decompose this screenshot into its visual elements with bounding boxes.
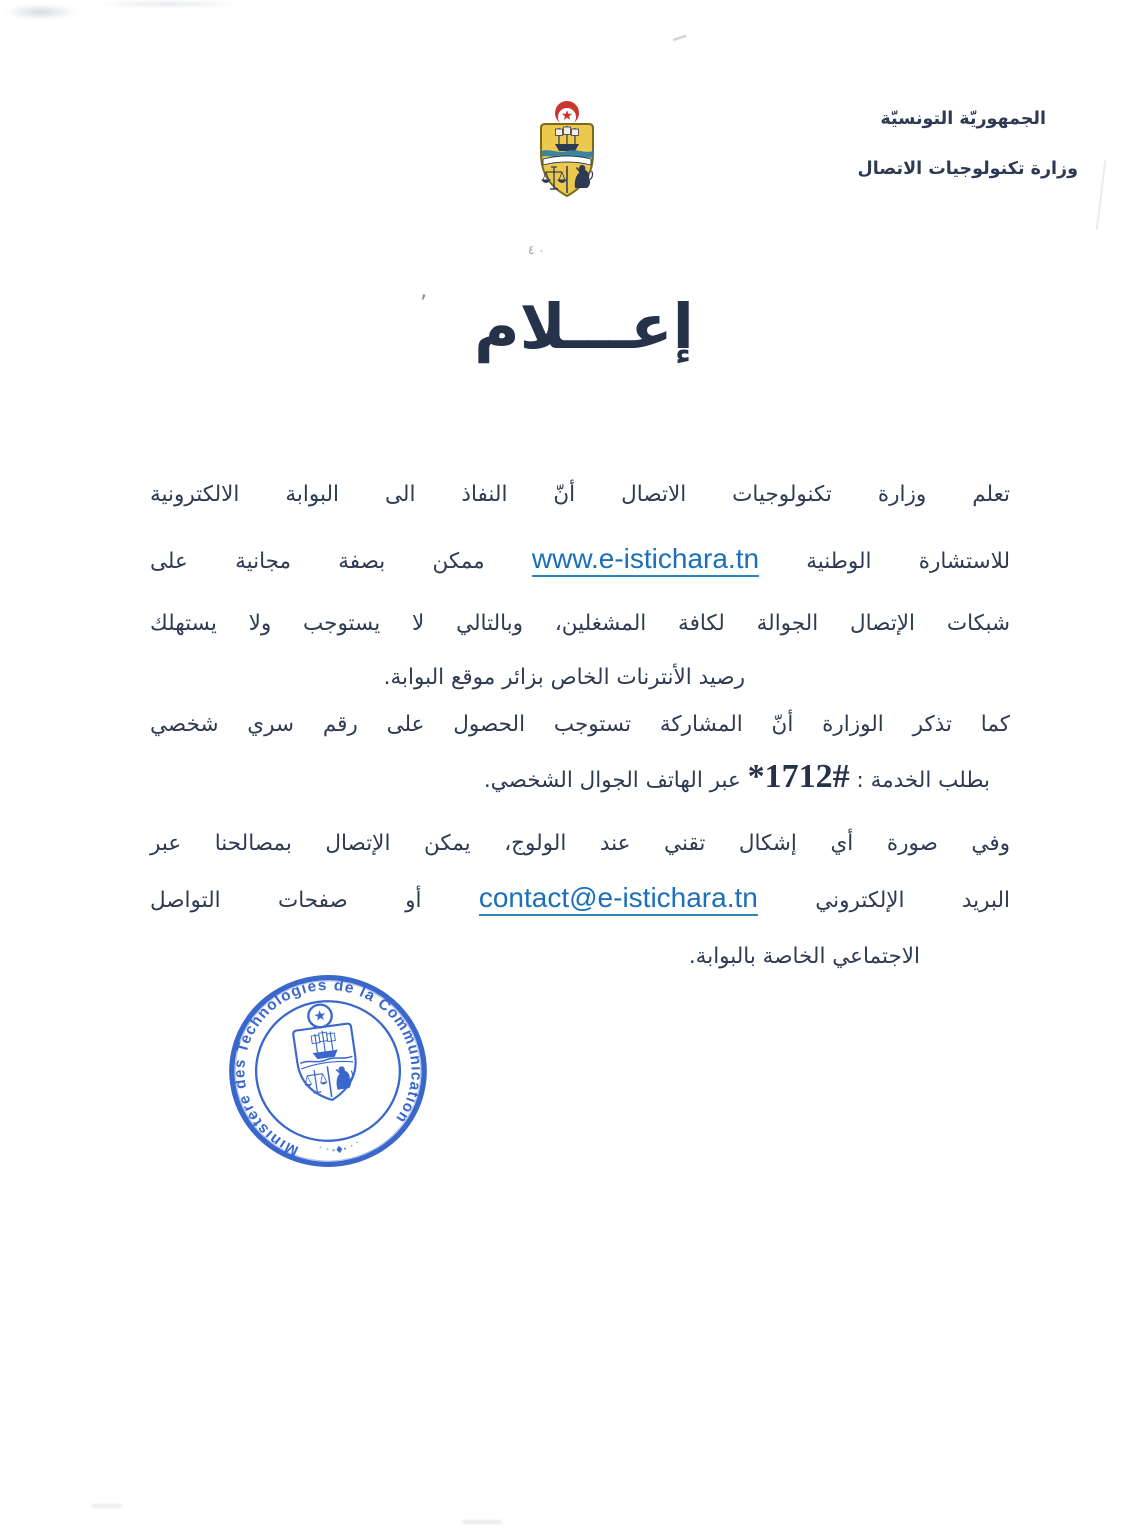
body-line-2-pre: للاستشارة الوطنية	[806, 549, 1010, 574]
scan-artifact	[4, 4, 78, 20]
ship-icon	[555, 126, 579, 151]
crescent-star-icon	[555, 101, 579, 126]
body-line-5: كما تذكر الوزارة أنّ المشاركة تستوجب الحصول على رقم سري شخصي	[150, 712, 1010, 737]
body-line-4: رصيد الأنترنات الخاص بزائر موقع البوابة.	[383, 665, 745, 690]
scan-artifact: ’	[420, 292, 427, 317]
portal-url-link: www.e-istichara.tn	[532, 543, 759, 577]
document-body	[150, 470, 1010, 982]
republic-title: الجمهوريّة التونسيّة	[880, 109, 1046, 129]
ministry-title: وزارة تكنولوجيات الاتصال	[857, 159, 1078, 179]
body-line-2-post: ممكن بصفة مجانية على	[150, 549, 485, 574]
tunisia-coat-of-arms-icon	[531, 96, 603, 208]
body-line-9: الاجتماعي الخاصة بالبوابة.	[688, 944, 920, 969]
body-line-8	[150, 873, 1010, 926]
page-title: إعـــلام	[474, 290, 694, 363]
body-line-6-post: عبر الهاتف الجوال الشخصي.	[483, 768, 741, 793]
body-line-2	[150, 534, 1010, 587]
ministry-stamp	[226, 972, 430, 1170]
scan-artifact	[92, 0, 242, 8]
scan-artifact: ٠ ٤	[528, 243, 545, 257]
body-line-6-pre: بطلب الخدمة :	[856, 768, 990, 793]
body-line-1: تعلم وزارة تكنولوجيات الاتصال أنّ النفاذ الى البوابة الالكترونية	[150, 482, 1010, 507]
ussd-code: *1712#	[747, 758, 850, 795]
body-line-8-pre: البريد الإلكتروني	[815, 888, 1010, 913]
stamp-ornament-icon	[319, 1141, 359, 1156]
shield	[541, 124, 593, 196]
contact-email-link: contact@e-istichara.tn	[479, 882, 758, 916]
stamp-emblem	[290, 1001, 362, 1104]
body-line-6	[150, 752, 1010, 806]
body-line-3: شبكات الإتصال الجوالة لكافة المشغلين، وبالتالي لا يستوجب ولا يستهلك	[150, 611, 1010, 636]
scan-artifact	[1096, 160, 1107, 230]
scan-artifact	[462, 1520, 502, 1524]
letterhead	[858, 106, 1078, 182]
body-line-8-post: أو صفحات التواصل	[150, 888, 422, 913]
scan-artifact	[92, 1504, 122, 1508]
scan-artifact	[671, 30, 686, 41]
body-line-7: وفي صورة أي إشكال تقني عند الولوج، يمكن الإتصال بمصالحنا عبر	[150, 831, 1010, 856]
stamp-text: Ministère des Technologies de la Communication	[231, 976, 425, 1160]
